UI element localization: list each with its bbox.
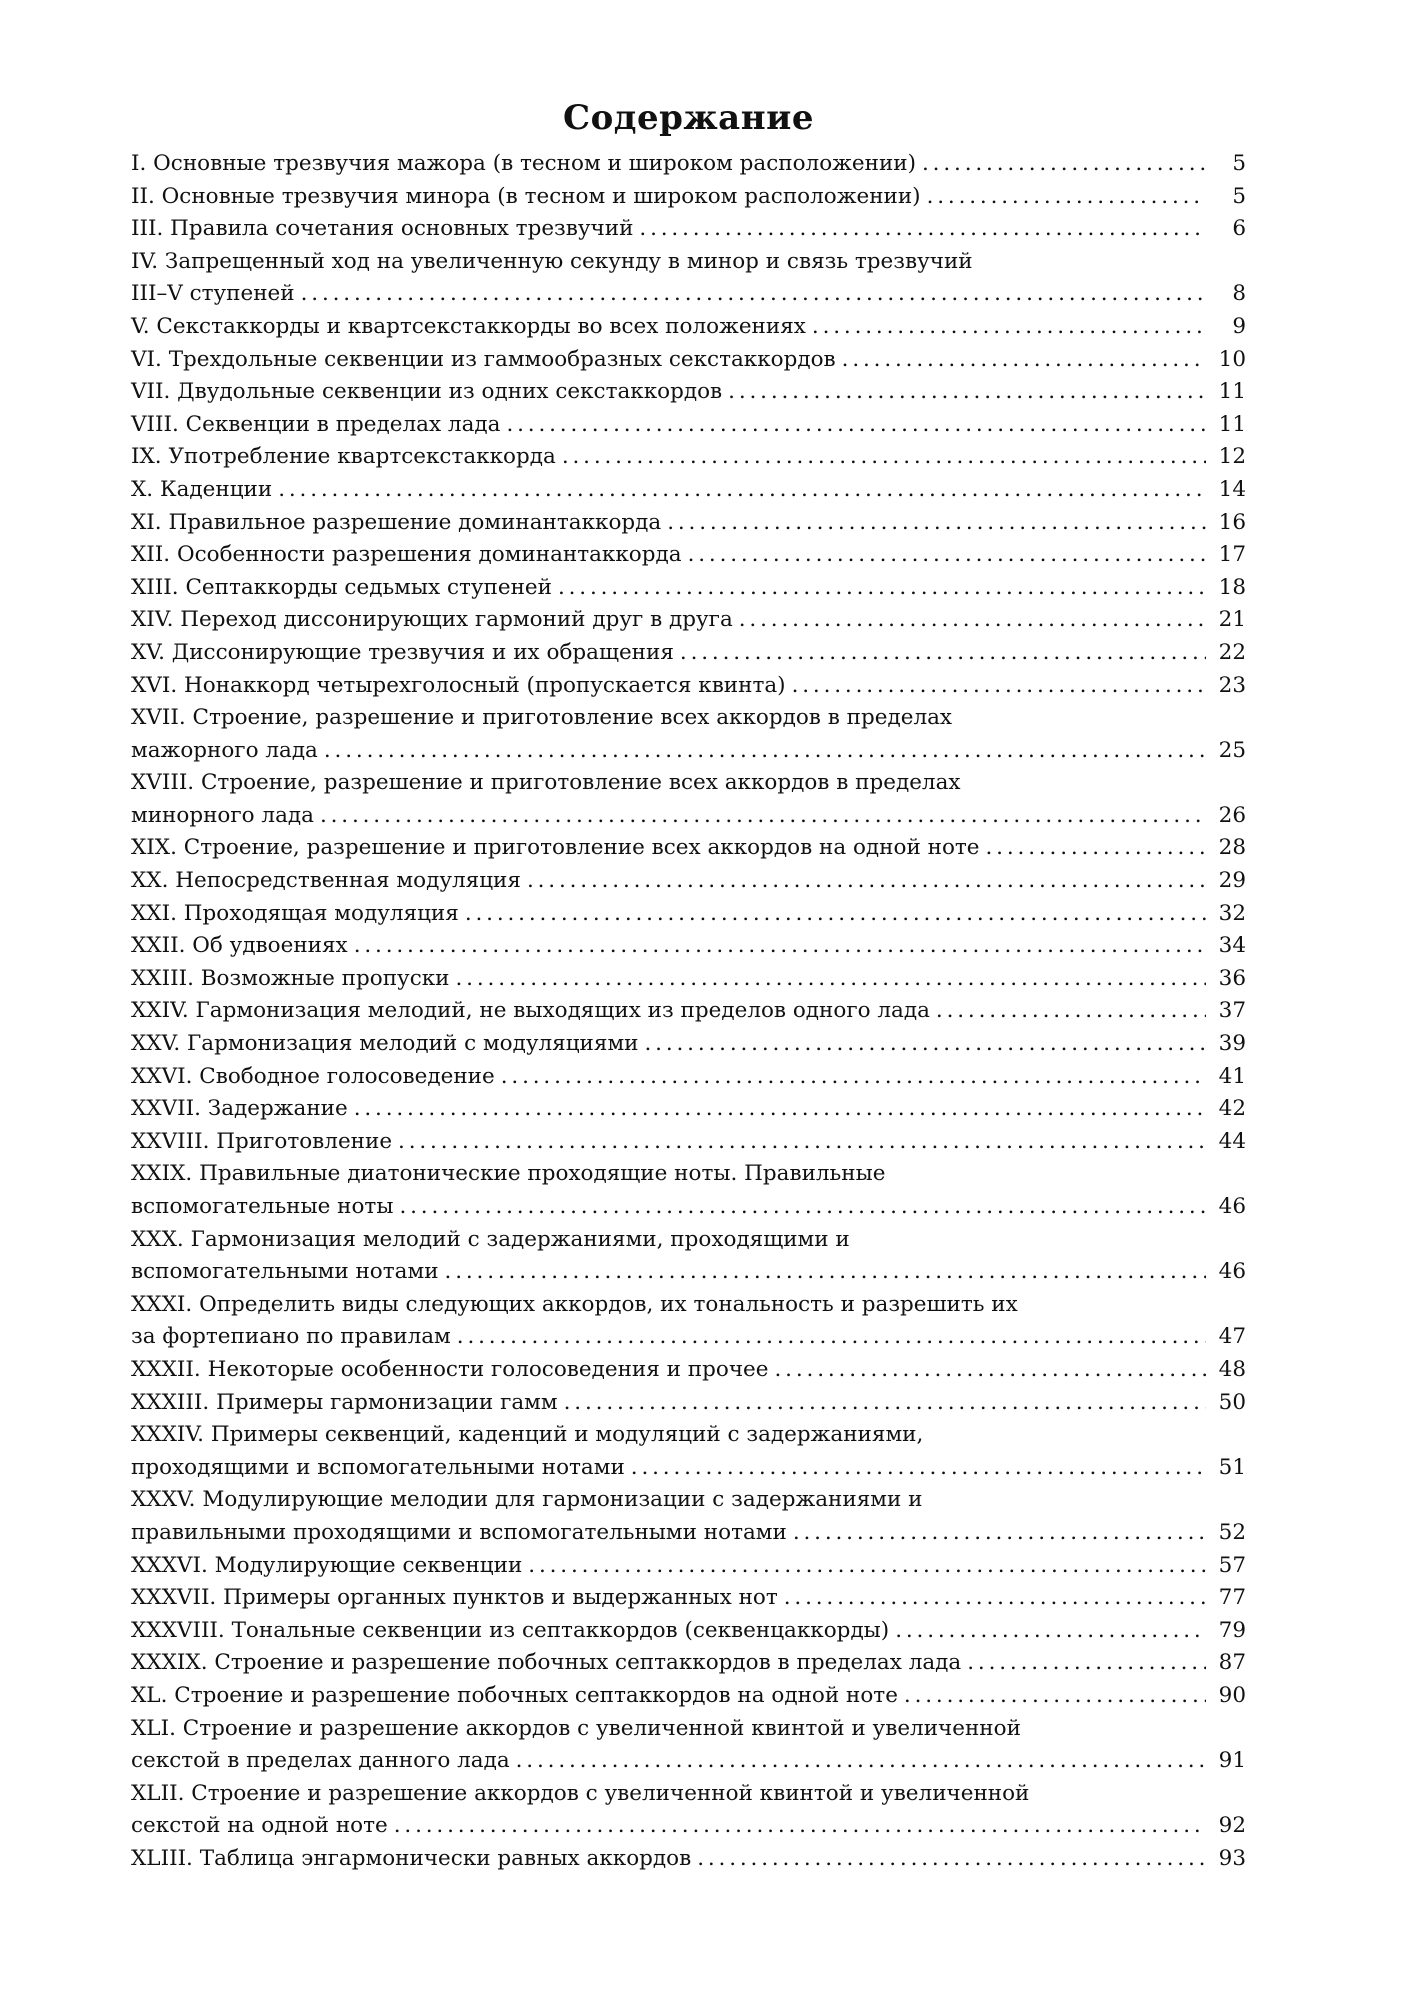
toc-entry-line	[131, 1093, 1246, 1126]
toc-entry-text: XXVIII. Приготовление	[131, 1128, 393, 1154]
toc-entry-text: секстой в пределах данного лада	[131, 1748, 510, 1774]
toc-entry-line	[131, 376, 1246, 409]
dot-leader	[564, 1387, 1206, 1420]
toc-page-number: 42	[1218, 1096, 1246, 1122]
dot-leader	[527, 865, 1206, 898]
toc-entry[interactable]	[131, 1126, 1246, 1159]
toc-entry[interactable]	[131, 670, 1246, 703]
dot-leader	[501, 1061, 1206, 1094]
toc-page-number: 87	[1218, 1650, 1246, 1676]
toc-page-number: 5	[1232, 151, 1246, 176]
toc-entry-line	[131, 735, 1246, 768]
toc-entry-line	[131, 637, 1246, 670]
toc-entry-text: минорного лада	[131, 802, 314, 828]
dot-leader	[445, 1256, 1206, 1289]
toc-entry-line	[131, 1843, 1246, 1876]
toc-entry-line	[131, 1810, 1246, 1843]
dot-leader	[688, 539, 1206, 572]
toc-entry-text: VI. Трехдольные секвенции из гаммообразных секстаккордов	[131, 346, 836, 372]
toc-page-number: 26	[1218, 802, 1246, 828]
toc-entry-line	[131, 800, 1246, 833]
toc-entry[interactable]	[131, 246, 1246, 311]
toc-entry-text: XXXIX. Строение и разрешение побочных септаккордов в пределах лада	[131, 1650, 962, 1676]
toc-entry-line	[131, 148, 1246, 181]
toc-page-number: 37	[1218, 998, 1246, 1024]
toc-entry-line	[131, 1615, 1246, 1648]
toc-page-number: 11	[1218, 411, 1246, 437]
toc-entry[interactable]	[131, 930, 1246, 963]
toc-entry-text: XXXI. Определить виды следующих аккордов, их тональность и разрешить их	[131, 1291, 1018, 1317]
toc-entry-text: XXI. Проходящая модуляция	[131, 900, 459, 926]
toc-entry[interactable]	[131, 1387, 1246, 1420]
toc-entry-text: XXV. Гармонизация мелодий с модуляциями	[131, 1031, 639, 1057]
toc-entry[interactable]	[131, 1419, 1246, 1484]
toc-entry-text: вспомогательными нотами	[131, 1259, 439, 1285]
toc-entry-text: XXII. Об удвоениях	[131, 933, 348, 959]
toc-entry-text: II. Основные трезвучия минора (в тесном и широком расположении)	[131, 183, 921, 209]
dot-leader	[667, 507, 1206, 540]
dot-leader	[506, 409, 1206, 442]
toc-entry-line	[131, 1354, 1246, 1387]
toc-page-number: 12	[1218, 444, 1246, 470]
dot-leader	[680, 637, 1206, 670]
toc-entry-line	[131, 865, 1246, 898]
dot-leader	[967, 1647, 1206, 1680]
toc-entry-line	[131, 181, 1246, 214]
toc-entry-line	[131, 1550, 1246, 1583]
dot-leader	[645, 1028, 1207, 1061]
toc-entry[interactable]	[131, 1680, 1246, 1713]
toc-page-number: 36	[1218, 965, 1246, 991]
toc-page-number: 32	[1218, 900, 1246, 926]
toc-entry-line	[131, 409, 1246, 442]
toc-entry-text: XXVII. Задержание	[131, 1096, 348, 1122]
dot-leader	[278, 474, 1206, 507]
toc-entry-text: XIX. Строение, разрешение и приготовление всех аккордов на одной ноте	[131, 835, 980, 861]
toc-entry-text: XXXII. Некоторые особенности голосоведения и прочее	[131, 1356, 769, 1382]
toc-page-number: 6	[1232, 216, 1246, 242]
toc-entry-text: X. Каденции	[131, 476, 273, 502]
toc-page-number: 17	[1218, 542, 1246, 568]
toc-page-number: 79	[1218, 1617, 1246, 1643]
toc-entry[interactable]	[131, 832, 1246, 865]
toc-entry-text: XXXIII. Примеры гармонизации гамм	[131, 1389, 558, 1415]
toc-page-number: 21	[1218, 607, 1246, 633]
toc-entry-text: VIII. Секвенции в пределах лада	[131, 411, 501, 437]
dot-leader	[927, 181, 1206, 214]
toc-entry-text: XXXIV. Примеры секвенций, каденций и модуляций с задержаниями,	[131, 1422, 924, 1448]
toc-entry-line	[131, 474, 1246, 507]
dot-leader	[904, 1680, 1206, 1713]
dot-leader	[354, 1093, 1206, 1126]
toc-entry-text: XVIII. Строение, разрешение и приготовление всех аккордов в пределах	[131, 770, 961, 796]
toc-page-number: 29	[1218, 868, 1246, 894]
toc-entry-text: XXIII. Возможные пропуски	[131, 965, 450, 991]
toc-entry[interactable]	[131, 1550, 1246, 1583]
toc-entry-text: XLIII. Таблица энгармонически равных аккордов	[131, 1845, 692, 1871]
dot-leader	[793, 1517, 1206, 1550]
toc-entry[interactable]	[131, 1289, 1246, 1354]
toc-page-number: 90	[1218, 1682, 1246, 1708]
toc-entry-text: IX. Употребление квартсекстаккорда	[131, 444, 556, 470]
toc-entry[interactable]	[131, 344, 1246, 377]
toc-entry-text: XXXV. Модулирующие мелодии для гармонизации с задержаниями и	[131, 1487, 923, 1513]
toc-entry[interactable]	[131, 441, 1246, 474]
toc-entry[interactable]	[131, 181, 1246, 214]
dot-leader	[812, 311, 1206, 344]
dot-leader	[842, 344, 1206, 377]
toc-entry-text: XIV. Переход диссонирующих гармоний друг в друга	[131, 607, 733, 633]
dot-leader	[558, 572, 1206, 605]
dot-leader	[639, 213, 1206, 246]
toc-entry-line	[131, 1028, 1246, 1061]
toc-entry[interactable]	[131, 963, 1246, 996]
toc-entry[interactable]	[131, 1093, 1246, 1126]
toc-entry-line	[131, 539, 1246, 572]
toc-entry[interactable]	[131, 1713, 1246, 1778]
toc-entry-line	[131, 278, 1246, 311]
toc-entry[interactable]	[131, 1354, 1246, 1387]
toc-page-number: 10	[1218, 346, 1246, 372]
toc-page-number: 16	[1218, 509, 1246, 535]
toc-entry[interactable]	[131, 311, 1246, 344]
toc-entry-text: XXXVIII. Тональные секвенции из септаккордов (секвенцаккорды)	[131, 1617, 890, 1643]
dot-leader	[399, 1191, 1206, 1224]
toc-entry[interactable]	[131, 539, 1246, 572]
dot-leader	[895, 1615, 1206, 1648]
toc-page-number: 18	[1218, 574, 1246, 600]
toc-entry[interactable]	[131, 767, 1246, 832]
toc-page-number: 23	[1218, 672, 1246, 698]
toc-entry-text: XXXVII. Примеры органных пунктов и выдержанных нот	[131, 1585, 778, 1611]
toc-entry[interactable]	[131, 1028, 1246, 1061]
toc-entry-text: XVI. Нонаккорд четырехголосный (пропускается квинта)	[131, 672, 786, 698]
toc-entry-line	[131, 1452, 1246, 1485]
toc-page-number: 22	[1218, 639, 1246, 665]
toc-page-number: 92	[1218, 1813, 1246, 1839]
toc-entry-line	[131, 1387, 1246, 1420]
toc-entry-text: вспомогательные ноты	[131, 1194, 394, 1219]
toc-entry[interactable]	[131, 376, 1246, 409]
toc-page-number: 57	[1218, 1552, 1246, 1578]
dot-leader	[301, 278, 1206, 311]
toc-entry-text: XVII. Строение, разрешение и приготовление всех аккордов в пределах	[131, 705, 953, 731]
dot-leader	[922, 148, 1206, 181]
dot-leader	[784, 1582, 1206, 1615]
dot-leader	[986, 832, 1206, 865]
toc-entry[interactable]	[131, 898, 1246, 931]
toc-entry-line	[131, 311, 1246, 344]
toc-page-number: 44	[1218, 1128, 1246, 1154]
toc-entry-line	[131, 995, 1246, 1028]
toc-page-number: 47	[1218, 1324, 1246, 1350]
toc-list	[131, 148, 1246, 1875]
toc-entry-line	[131, 1517, 1246, 1550]
toc-page-number: 48	[1218, 1356, 1246, 1382]
toc-entry-text: VII. Двудольные секвенции из одних секстаккордов	[131, 379, 723, 405]
toc-page-number: 11	[1218, 379, 1246, 405]
dot-leader	[394, 1810, 1206, 1843]
toc-page-number: 14	[1218, 476, 1246, 502]
toc-page	[131, 92, 1246, 1875]
toc-entry-line	[131, 963, 1246, 996]
dot-leader	[697, 1843, 1206, 1876]
toc-entry-text: XV. Диссонирующие трезвучия и их обращения	[131, 639, 674, 665]
dot-leader	[465, 898, 1206, 931]
toc-entry-line	[131, 213, 1246, 246]
toc-entry-text: XL. Строение и разрешение побочных септаккордов на одной ноте	[131, 1682, 898, 1708]
toc-entry-text: XX. Непосредственная модуляция	[131, 868, 521, 894]
dot-leader	[936, 995, 1206, 1028]
toc-entry[interactable]	[131, 1484, 1246, 1549]
toc-entry-text: XLII. Строение и разрешение аккордов с увеличенной квинтой и увеличенной	[131, 1780, 1030, 1806]
toc-entry-line	[131, 898, 1246, 931]
dot-leader	[775, 1354, 1206, 1387]
toc-entry-text: XXXVI. Модулирующие секвенции	[131, 1552, 523, 1578]
toc-page-number: 51	[1218, 1454, 1246, 1480]
toc-entry-line	[131, 1061, 1246, 1094]
page-title: Содержание	[563, 98, 814, 138]
toc-entry-text: IV. Запрещенный ход на увеличенную секунду в минор и связь трезвучий	[131, 248, 973, 274]
toc-page-number: 34	[1218, 933, 1246, 959]
toc-entry-line	[131, 930, 1246, 963]
toc-page-number: 41	[1218, 1063, 1246, 1089]
toc-entry[interactable]	[131, 1061, 1246, 1094]
dot-leader	[516, 1745, 1206, 1778]
toc-entry[interactable]	[131, 507, 1246, 540]
toc-page-number: 5	[1232, 183, 1246, 209]
dot-leader	[739, 604, 1206, 637]
dot-leader	[528, 1550, 1206, 1583]
toc-entry-line	[131, 1256, 1246, 1289]
toc-entry[interactable]	[131, 1582, 1246, 1615]
toc-entry[interactable]	[131, 409, 1246, 442]
dot-leader	[320, 800, 1206, 833]
toc-entry-line	[131, 832, 1246, 865]
toc-entry[interactable]	[131, 702, 1246, 767]
toc-entry[interactable]	[131, 148, 1246, 181]
toc-entry[interactable]	[131, 1158, 1246, 1223]
toc-entry-text: проходящими и вспомогательными нотами	[131, 1454, 625, 1480]
toc-entry[interactable]	[131, 1778, 1246, 1843]
toc-entry-text: мажорного лада	[131, 737, 318, 763]
toc-entry-line	[131, 1745, 1246, 1778]
toc-entry[interactable]	[131, 1843, 1246, 1876]
toc-entry-line	[131, 507, 1246, 540]
toc-entry-text: XI. Правильное разрешение доминантаккорда	[131, 509, 662, 535]
toc-entry-text: правильными проходящими и вспомогательными нотами	[131, 1519, 787, 1545]
toc-page-number: 50	[1218, 1389, 1246, 1415]
toc-entry-line	[131, 1582, 1246, 1615]
toc-entry-line	[131, 604, 1246, 637]
dot-leader	[562, 441, 1206, 474]
dot-leader	[456, 963, 1206, 996]
toc-entry-text: XXIV. Гармонизация мелодий, не выходящих из пределов одного лада	[131, 998, 930, 1024]
toc-entry-text: XXX. Гармонизация мелодий с задержаниями, проходящими и	[131, 1226, 850, 1252]
toc-entry[interactable]	[131, 1647, 1246, 1680]
toc-entry[interactable]	[131, 995, 1246, 1028]
toc-entry[interactable]	[131, 1615, 1246, 1648]
toc-entry-text: XXVI. Свободное голосоведение	[131, 1063, 495, 1089]
toc-page-number: 46	[1218, 1194, 1246, 1219]
toc-page-number: 93	[1218, 1845, 1246, 1871]
toc-entry-line	[131, 344, 1246, 377]
toc-entry-text: XXIX. Правильные диатонические проходящие ноты. Правильные	[131, 1161, 886, 1187]
toc-entry[interactable]	[131, 865, 1246, 898]
toc-entry-line	[131, 1647, 1246, 1680]
toc-entry[interactable]	[131, 572, 1246, 605]
toc-entry-text: за фортепиано по правилам	[131, 1324, 451, 1350]
toc-entry-text: XIII. Септаккорды седьмых ступеней	[131, 574, 552, 600]
toc-entry-text: III. Правила сочетания основных трезвучий	[131, 216, 634, 242]
dot-leader	[728, 376, 1206, 409]
dot-leader	[457, 1321, 1206, 1354]
toc-entry-text: I. Основные трезвучия мажора (в тесном и широком расположении)	[131, 151, 917, 176]
toc-page-number: 39	[1218, 1031, 1246, 1057]
toc-entry-text: XLI. Строение и разрешение аккордов с увеличенной квинтой и увеличенной	[131, 1715, 1021, 1741]
toc-entry-line	[131, 1680, 1246, 1713]
toc-page-number: 9	[1232, 313, 1246, 339]
toc-page-number: 25	[1218, 737, 1246, 763]
toc-entry-text: V. Секстаккорды и квартсекстаккорды во всех положениях	[131, 313, 806, 339]
toc-entry-text: III–V ступеней	[131, 281, 295, 307]
dot-leader	[324, 735, 1206, 768]
toc-entry-line	[131, 1321, 1246, 1354]
toc-page-number: 91	[1218, 1748, 1246, 1774]
toc-entry-line	[131, 1126, 1246, 1159]
toc-entry[interactable]	[131, 1224, 1246, 1289]
toc-page-number: 77	[1218, 1585, 1246, 1611]
toc-page-number: 28	[1218, 835, 1246, 861]
toc-entry[interactable]	[131, 637, 1246, 670]
toc-entry[interactable]	[131, 474, 1246, 507]
toc-entry-line	[131, 572, 1246, 605]
toc-page-number: 8	[1232, 281, 1246, 307]
dot-leader	[398, 1126, 1206, 1159]
toc-entry-line	[131, 441, 1246, 474]
toc-entry-line	[131, 1191, 1246, 1224]
toc-page-number: 46	[1218, 1259, 1246, 1285]
dot-leader	[354, 930, 1206, 963]
dot-leader	[792, 670, 1206, 703]
toc-entry-line	[131, 670, 1246, 703]
toc-page-number: 52	[1218, 1519, 1246, 1545]
toc-entry-text: секстой на одной ноте	[131, 1813, 388, 1839]
dot-leader	[631, 1452, 1206, 1485]
toc-entry[interactable]	[131, 213, 1246, 246]
toc-entry[interactable]	[131, 604, 1246, 637]
toc-entry-text: XII. Особенности разрешения доминантаккорда	[131, 542, 682, 568]
